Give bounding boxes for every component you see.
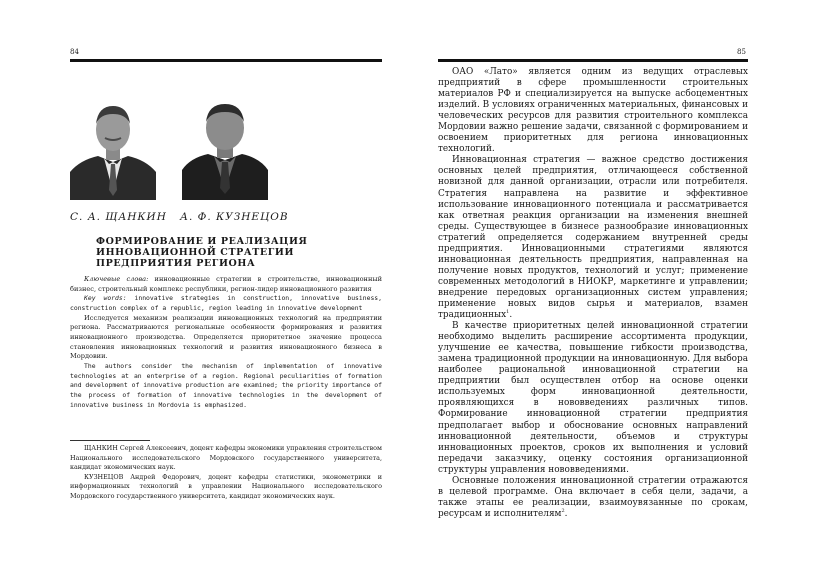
footnote-ref: 1 — [506, 309, 510, 316]
keywords-ru — [70, 275, 382, 294]
page-number-left: 84 — [70, 48, 79, 56]
keywords-en — [70, 294, 382, 313]
author-photo-shchankin — [70, 92, 156, 200]
abstract-en: The authors consider the mechanism of implementation of innovative technologies at an enterprise of a region. Regional peculiarities of formation and development of innovative production are examined; the priority importance of the process of formation of innovative technologies in the development of innovative business in Mordovia is emphasized. — [70, 361, 382, 409]
body-text — [438, 67, 748, 520]
footnote-author-1: ЩАНКИН Сергей Алексеевич, доцент кафедры экономики управления строительством Национального исследовательского Мордовского государственного университета, кандидат экономических наук. — [70, 444, 382, 472]
abstract-ru: Исследуется механизм реализации инновационных технологий на предприятии региона. Рассматриваются региональные особенности формирования и развития инновационного производства. Определяется приоритетное значение процесса становления инновационных технологий и развития инновационного бизнеса в Мордовии. — [70, 313, 382, 361]
footnote-separator — [70, 440, 150, 441]
keywords-ru-text: инновационные стратегии в строительстве, инновационный бизнес, строительный комплекс республики, регион-лидер инновационного развития — [70, 275, 382, 293]
author-name-2: А. Ф. КУЗНЕЦОВ — [180, 211, 289, 223]
keywords-en-label: Key words: — [84, 294, 127, 303]
footnote-author-2: КУЗНЕЦОВ Андрей Федорович, доцент кафедры статистики, эконометрики и информационных технологий в управлении Национального исследовательского Мордовского государственного университета, кандидат экономических наук. — [70, 472, 382, 500]
paragraph: Инновационная стратегия — важное средство достижения основных целей предприятия, отличающееся собственной новизной для данной организации, отрасли или потребителя. Стратегия направлена на развитие и эффективное использование инновационного потенциала и рассматривается как ответная реакция организации на изменения внешней среды. Существующее в бизнесе разнообразие инновационных стратегий определяется содержанием внутренней среды предприятия. Инновационными стратегиями являются инновационная деятельность предприятия, направленная на получение новых продуктов, технологий и услуг; применение современных методологий в НИОКР, маркетинге и управлении; внедрение передовых организационных систем управления; применение новых видов сырья и материалов, взамен традиционных$^1$. — [438, 155, 748, 321]
author-photo-kuznetsov — [182, 92, 268, 200]
paragraph: Основные положения инновационной стратегии отражаются в целевой программе. Она включает в себя цели, задачи, а также этапы ее реализации, взаимоувязанные по срокам, ресурсам и исполнителям$^2$. — [438, 475, 748, 519]
title-line: ИННОВАЦИОННОЙ СТРАТЕГИИ — [96, 247, 295, 258]
paragraph: ОАО «Лато» является одним из ведущих отраслевых предприятий в сфере промышленности строительных материалов РФ и специализируется на выпуске асбоцементных изделий. В условиях ограниченных материальных, финансовых и человеческих ресурсов для развития строительного комплекса Мордовии важно решение задачи, связанной с формированием и освоением приоритетных для региона инновационных технологий. — [438, 67, 748, 155]
footnote-ref: 2 — [561, 507, 565, 514]
author-name-1: С. А. ЩАНКИН — [70, 211, 167, 223]
header-rule-left — [70, 59, 382, 62]
page-number-right: 85 — [737, 48, 746, 56]
header-rule-right — [438, 59, 748, 62]
abstract — [70, 275, 382, 410]
article-title — [96, 236, 336, 269]
right-page — [410, 0, 820, 580]
keywords-ru-label: Ключевые слова: — [84, 275, 149, 283]
title-line: ФОРМИРОВАНИЕ И РЕАЛИЗАЦИЯ — [96, 236, 308, 247]
title-line: ПРЕДПРИЯТИЯ РЕГИОНА — [96, 258, 256, 269]
author-footnotes — [70, 444, 382, 502]
keywords-en-text: innovative strategies in construction, innovative business, construction complex of a republic, region leading in innovative development — [70, 294, 382, 312]
paragraph: В качестве приоритетных целей инновационной стратегии необходимо выделить расширение ассортимента продукции, улучшение ее качества, повышение гибкости производства, замена традиционной продукции на инновационную. Для выбора наиболее рациональной инновационной стратегии на предприятии был осуществлен отбор на основе оценки используемых форм инновационной деятельности, проявляющихся в нововведениях различных типов. Формирование инновационной стратегии предприятия предполагает выбор и обоснование основных направлений инновационной деятельности, объемов и структуры инновационных проектов, сроков их выполнения и условий передачи заказчику, оценку состояния организационной структуры управления нововведениями. — [438, 321, 748, 475]
